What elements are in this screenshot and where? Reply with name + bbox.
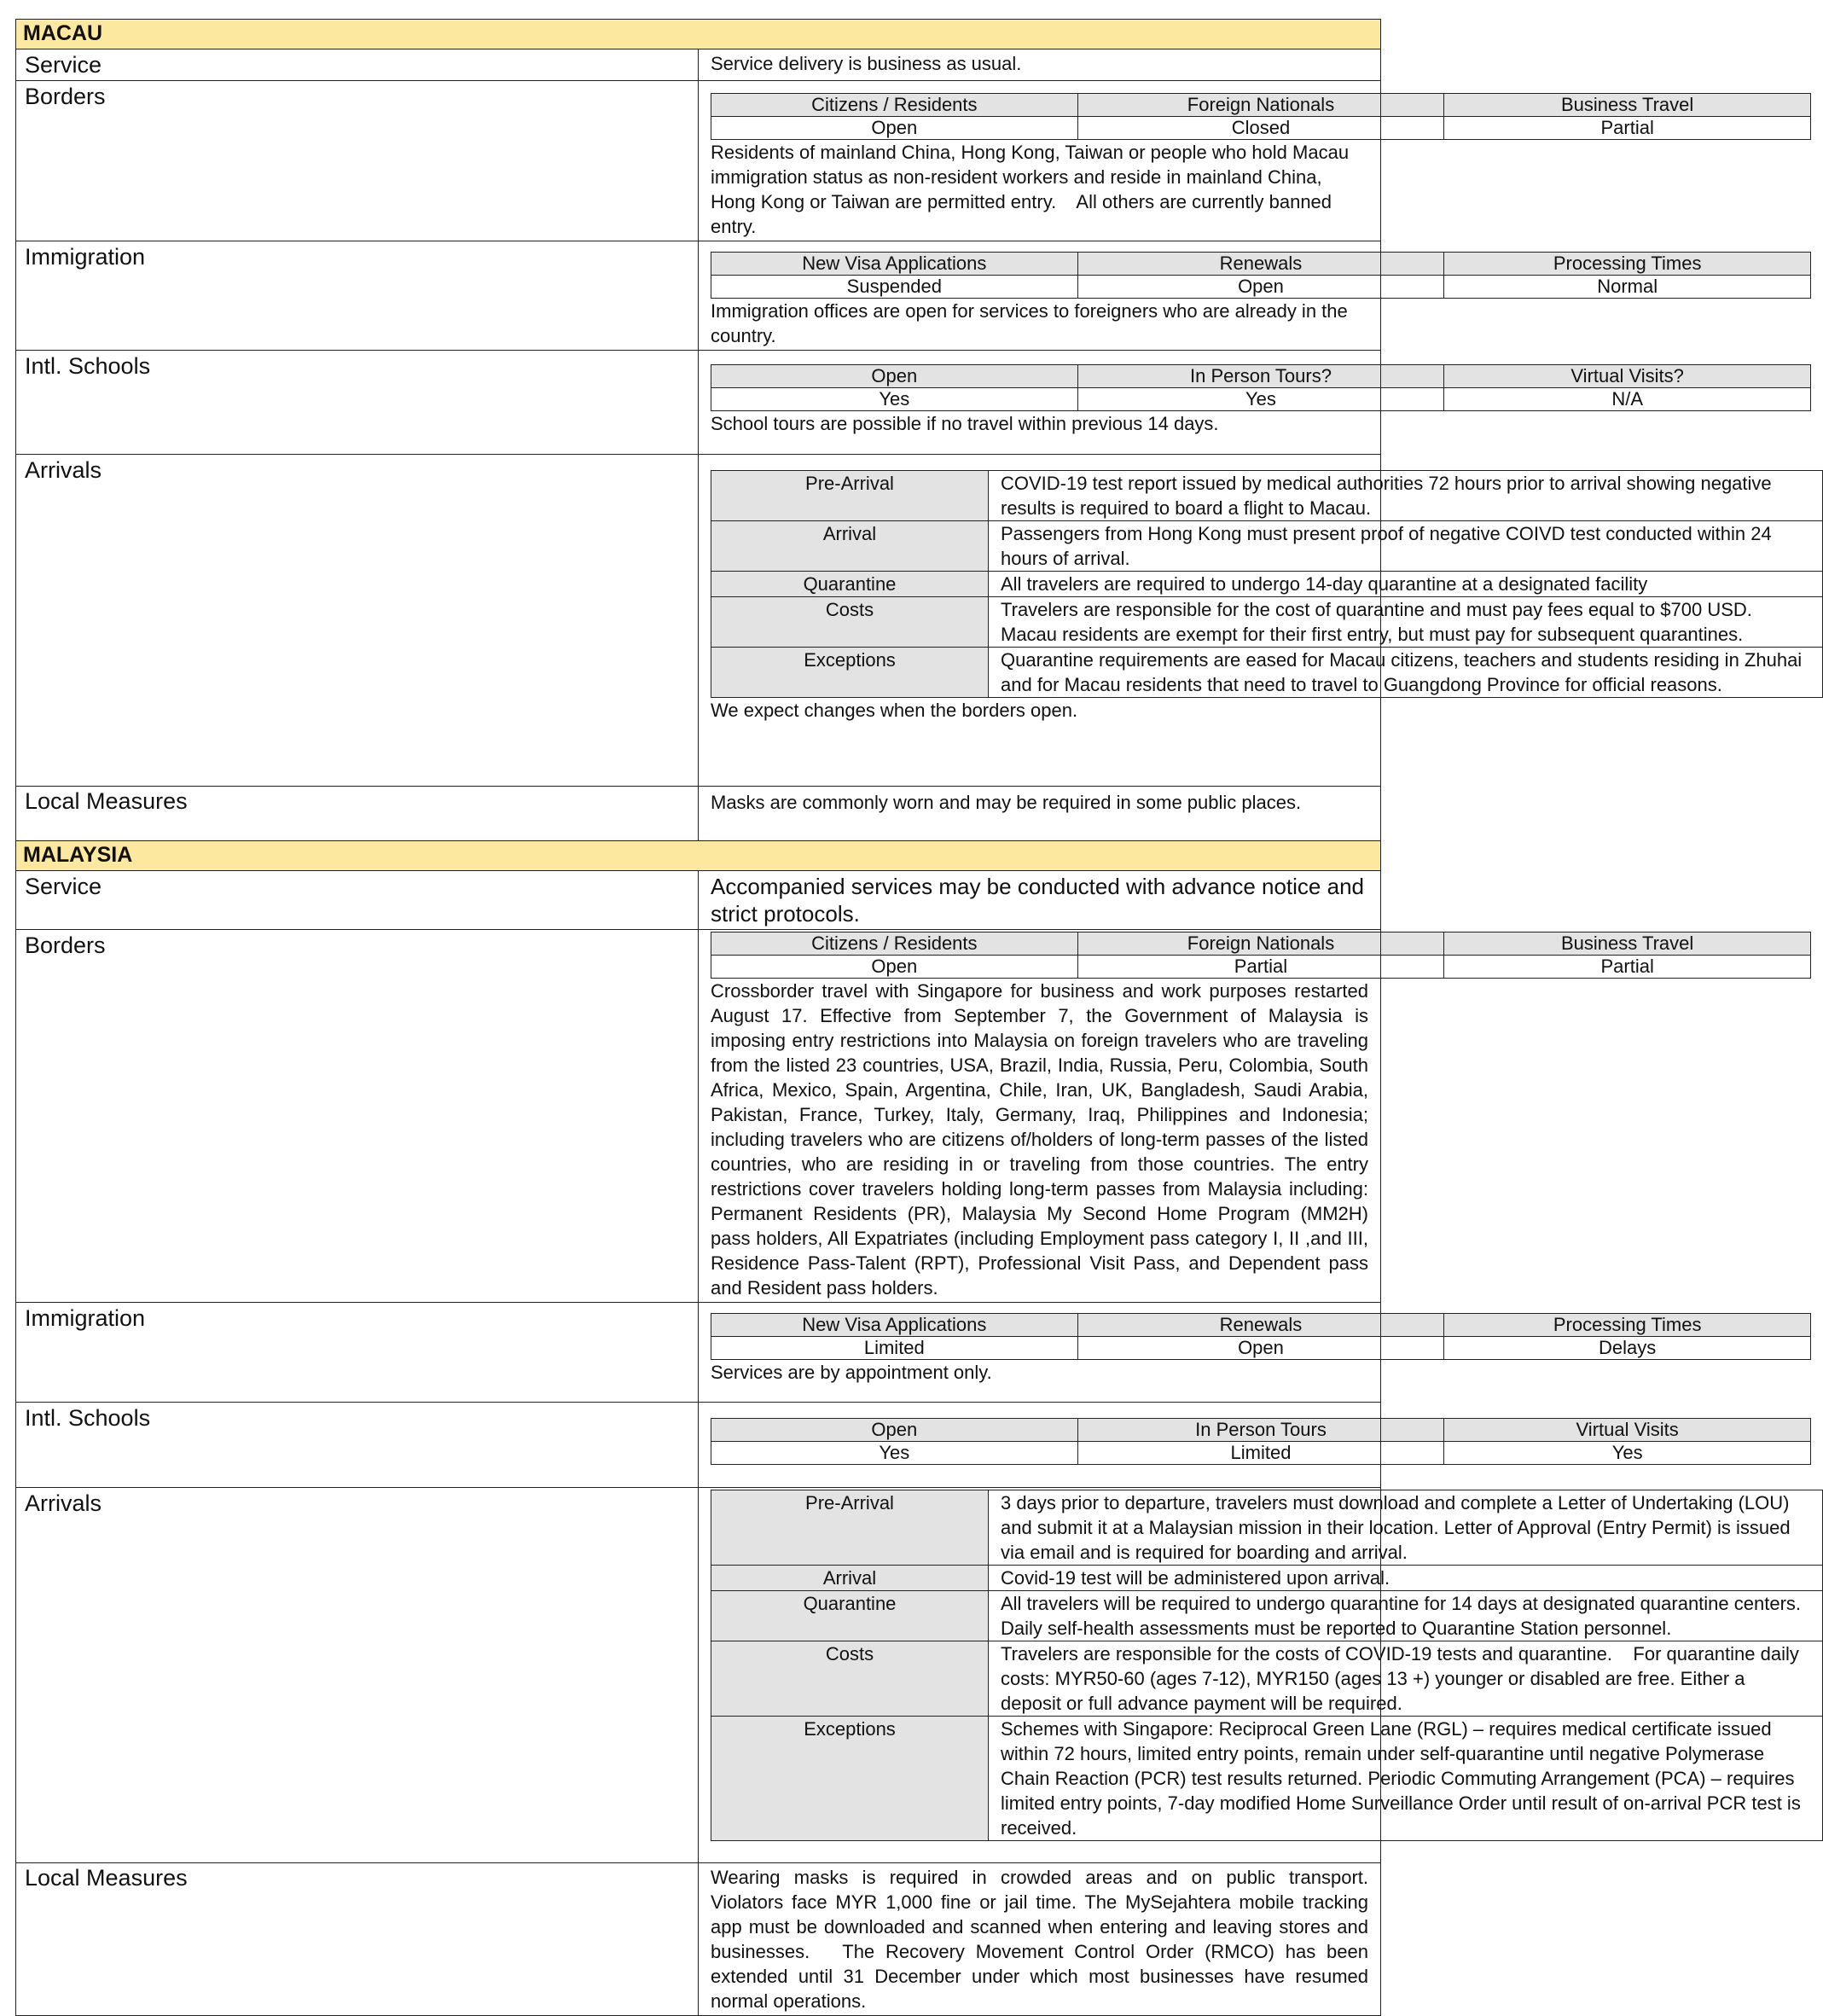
local-measures-text: Wearing masks is required in crowded areas and on public transport. Violators face MYR 1,000 fine or jail time. The MySejahtera mobile tracking app must be downloaded and scanned when entering and leaving stores and businesses. The Recovery Movement Control Order (RMCO) has been extended until 31 December under which most businesses have resumed normal operations.	[699, 1863, 1381, 2016]
status-header: Citizens / Residents	[711, 94, 1078, 117]
arrivals-table	[711, 470, 1823, 698]
status-header: Open	[711, 1419, 1078, 1442]
borders-note: Crossborder travel with Singapore for business and work purposes restarted August 17. Effective from September 7, the Government of Malaysia is imposing entry restrictions into Malaysia on foreign travelers who are traveling from the listed 23 countries, USA, Brazil, India, Russia, Peru, Colombia, South Africa, Mexico, Spain, Argentina, Chile, Iran, UK, Bangladesh, Saudi Arabia, Pakistan, France, Turkey, Italy, Germany, Iraq, Philippines and Indonesia; including travelers who are citizens of/holders of long-term passes of the listed countries, who are residing in or traveling from those countries. The entry restrictions cover travelers holding long-term passes from Malaysia including: Permanent Residents (PR), Malaysia My Second Home Program (MM2H) pass holders, All Expatriates (including Employment pass category I, II ,and III, Residence Pass-Talent (RPT), Professional Visit Pass, and Dependent pass and Resident pass holders.	[711, 980, 1368, 1298]
status-value: Open	[1077, 276, 1444, 299]
schools-cell	[699, 351, 1684, 455]
arrival-step-text: Passengers from Hong Kong must present proof of negative COIVD test conducted within 24 hours of arrival.	[989, 521, 1823, 572]
country-status-document	[15, 19, 1822, 2012]
arrival-step-text: All travelers are required to undergo 14-day quarantine at a designated facility	[989, 572, 1823, 597]
arrival-step-text: Quarantine requirements are eased for Macau citizens, teachers and students residing in Zhuhai and for Macau residents that need to travel to Guangdong Province for official reasons.	[989, 648, 1823, 698]
status-value: Yes	[1444, 1442, 1811, 1465]
status-table	[15, 19, 1822, 2016]
row-label-arrivals: Arrivals	[16, 1488, 699, 1863]
local-measures-row	[16, 1863, 1381, 2016]
service-text: Accompanied services may be conducted with advance notice and strict protocols.	[699, 871, 1381, 930]
schools-status-table	[711, 364, 1811, 411]
arrival-step-text: Travelers are responsible for the costs of COVID-19 tests and quarantine. For quarantine daily costs: MYR50-60 (ages 7-12), MYR150 (ages 13 +) younger or disabled are free. Either a deposit or full advance payment will be required.	[989, 1641, 1823, 1717]
immigration-cell	[699, 241, 1702, 351]
borders-note: Residents of mainland China, Hong Kong, Taiwan or people who hold Macau immigration status as non-resident workers and reside in mainland China, Hong Kong or Taiwan are permitted entry. All others are currently banned entry.	[711, 142, 1355, 237]
status-value: Partial	[1077, 956, 1444, 979]
arrivals-row	[16, 1488, 1381, 1863]
schools-cell	[699, 1403, 1679, 1488]
country-name: MALAYSIA	[16, 841, 1381, 871]
immigration-note: Immigration offices are open for services to foreigners who are already in the country.	[711, 300, 1348, 346]
status-value: Suspended	[711, 276, 1078, 299]
borders-cell	[699, 930, 1694, 1303]
status-value: Delays	[1444, 1337, 1811, 1360]
immigration-row	[16, 241, 1381, 351]
status-value: Limited	[711, 1337, 1078, 1360]
status-header: In Person Tours?	[1077, 365, 1444, 388]
service-row	[16, 871, 1381, 930]
immigration-status-table	[711, 252, 1811, 299]
row-label-immigration: Immigration	[16, 241, 699, 351]
row-label-arrivals: Arrivals	[16, 455, 699, 787]
arrival-step-text: Travelers are responsible for the cost of quarantine and must pay fees equal to $700 USD. Macau residents are exempt for their first entry, but must pay for subsequent quarantines.	[989, 597, 1823, 648]
arrivals-table	[711, 1490, 1823, 1841]
arrival-step-label: Quarantine	[711, 1591, 989, 1641]
status-header: Foreign Nationals	[1077, 932, 1444, 956]
arrival-step-label: Arrival	[711, 521, 989, 572]
status-value: Limited	[1077, 1442, 1444, 1465]
status-header: Foreign Nationals	[1077, 94, 1444, 117]
status-value: Closed	[1077, 117, 1444, 140]
immigration-note: Services are by appointment only.	[711, 1362, 992, 1383]
status-header: Renewals	[1077, 253, 1444, 276]
arrival-step-label: Quarantine	[711, 572, 989, 597]
row-label-service: Service	[16, 871, 699, 930]
arrival-step-label: Pre-Arrival	[711, 471, 989, 521]
status-value: Normal	[1444, 276, 1811, 299]
immigration-cell	[699, 1303, 1702, 1403]
row-label-local-measures: Local Measures	[16, 787, 699, 841]
arrival-step-text: Schemes with Singapore: Reciprocal Green Lane (RGL) – requires medical certificate issued within 72 hours, limited entry points, remain under self-quarantine until negative Polymerase Chain Reaction (PCR) test results returned. Periodic Commuting Arrangement (PCA) – requires limited entry points, 7-day modified Home Surveillance Order until result of on-arrival PCR test is received.	[989, 1717, 1823, 1841]
status-value: Open	[1077, 1337, 1444, 1360]
status-value: Open	[711, 956, 1078, 979]
borders-status-table	[711, 932, 1811, 979]
status-header: Renewals	[1077, 1314, 1444, 1337]
row-label-borders: Borders	[16, 930, 699, 1303]
local-measures-text: Masks are commonly worn and may be required in some public places.	[699, 787, 1381, 841]
arrival-step-label: Exceptions	[711, 648, 989, 698]
status-header: Business Travel	[1444, 94, 1811, 117]
arrival-step-label: Exceptions	[711, 1717, 989, 1841]
arrivals-note: We expect changes when the borders open.	[711, 700, 1078, 721]
country-name: MACAU	[16, 20, 1381, 49]
status-value: Partial	[1444, 117, 1811, 140]
arrival-step-text: COVID-19 test report issued by medical authorities 72 hours prior to arrival showing negative results is required to board a flight to Macau.	[989, 471, 1823, 521]
status-value: Yes	[711, 1442, 1078, 1465]
row-label-schools: Intl. Schools	[16, 351, 699, 455]
schools-note: School tours are possible if no travel within previous 14 days.	[711, 413, 1219, 434]
status-header: Open	[711, 365, 1078, 388]
arrival-step-label: Costs	[711, 597, 989, 648]
status-header: Virtual Visits	[1444, 1419, 1811, 1442]
arrival-step-text: Covid-19 test will be administered upon arrival.	[989, 1566, 1823, 1591]
schools-status-table	[711, 1418, 1811, 1465]
row-label-local-measures: Local Measures	[16, 1863, 699, 2016]
status-value: Yes	[1077, 388, 1444, 411]
country-header-row	[16, 841, 1381, 871]
arrivals-cell	[699, 455, 1803, 787]
arrival-step-label: Arrival	[711, 1566, 989, 1591]
immigration-status-table	[711, 1313, 1811, 1360]
status-value: N/A	[1444, 388, 1811, 411]
arrival-step-label: Costs	[711, 1641, 989, 1717]
status-header: Citizens / Residents	[711, 932, 1078, 956]
row-label-immigration: Immigration	[16, 1303, 699, 1403]
status-header: Processing Times	[1444, 253, 1811, 276]
status-header: Virtual Visits?	[1444, 365, 1811, 388]
immigration-row	[16, 1303, 1381, 1403]
arrivals-cell	[699, 1488, 1822, 1863]
schools-row	[16, 1403, 1381, 1488]
arrival-step-text: 3 days prior to departure, travelers must download and complete a Letter of Undertaking (LOU) and submit it at a Malaysian mission in their location. Letter of Approval (Entry Permit) is issued via email and is required for boarding and arrival.	[989, 1490, 1823, 1566]
local-measures-row	[16, 787, 1381, 841]
row-label-borders: Borders	[16, 81, 699, 241]
status-header: New Visa Applications	[711, 253, 1078, 276]
row-label-schools: Intl. Schools	[16, 1403, 699, 1488]
status-value: Open	[711, 117, 1078, 140]
row-label-service: Service	[16, 49, 699, 81]
status-header: In Person Tours	[1077, 1419, 1444, 1442]
arrival-step-text: All travelers will be required to undergo quarantine for 14 days at designated quarantine centers. Daily self-health assessments must be reported to Quarantine Station personnel.	[989, 1591, 1823, 1641]
status-header: New Visa Applications	[711, 1314, 1078, 1337]
borders-row	[16, 930, 1381, 1303]
country-header-row	[16, 20, 1381, 49]
borders-cell	[699, 81, 1694, 241]
borders-status-table	[711, 93, 1811, 140]
service-text: Service delivery is business as usual.	[699, 49, 1381, 81]
arrival-step-label: Pre-Arrival	[711, 1490, 989, 1566]
service-row	[16, 49, 1381, 81]
status-header: Business Travel	[1444, 932, 1811, 956]
status-value: Yes	[711, 388, 1078, 411]
status-value: Partial	[1444, 956, 1811, 979]
borders-row	[16, 81, 1381, 241]
status-header: Processing Times	[1444, 1314, 1811, 1337]
arrivals-row	[16, 455, 1381, 787]
schools-row	[16, 351, 1381, 455]
